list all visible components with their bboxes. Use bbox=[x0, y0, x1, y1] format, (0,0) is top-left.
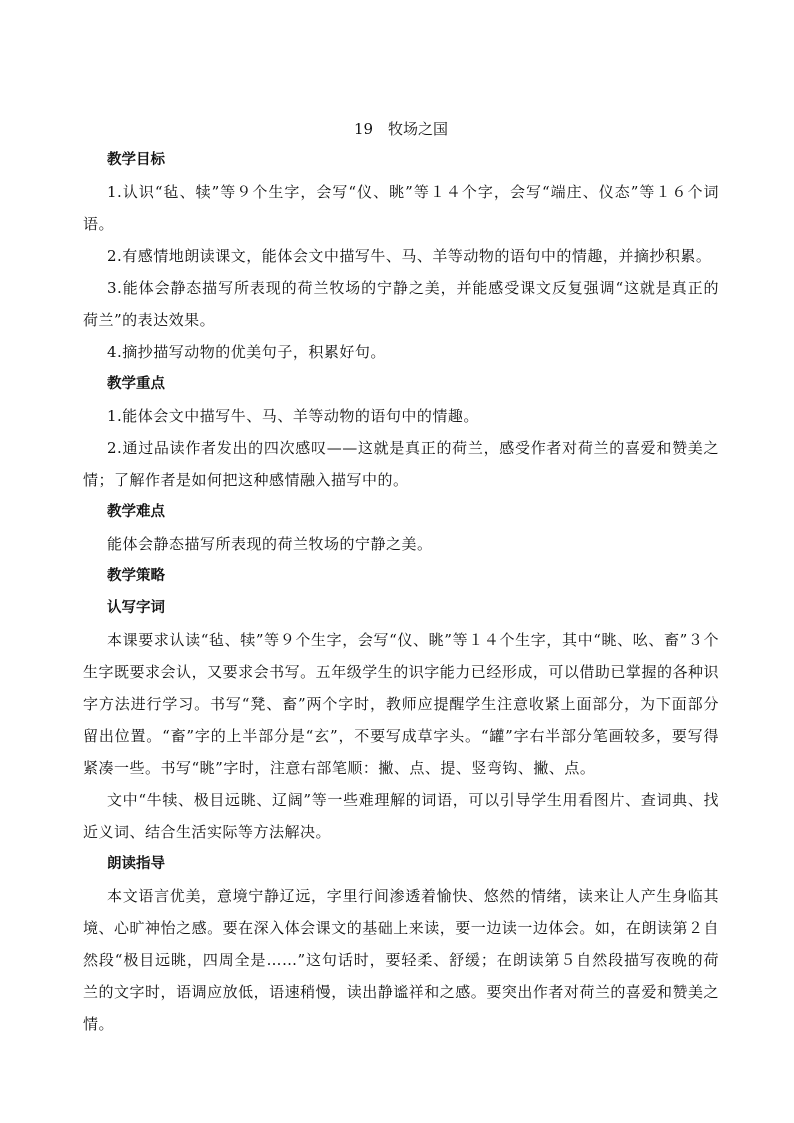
section-heading-difficulty: 教学难点 bbox=[107, 504, 165, 520]
section-heading-reading-guide: 朗读指导 bbox=[107, 856, 165, 872]
paragraph-objective-3: 3.能体会静态描写所表现的荷兰牧场的宁静之美，并能感受课文反复强调“这就是真正的荷兰”的表达效果。 bbox=[83, 279, 719, 329]
section-heading-objectives: 教学目标 bbox=[107, 152, 165, 168]
paragraph-key-point-2: 2.通过品读作者发出的四次感叹——这就是真正的荷兰，感受作者对荷兰的喜爱和赞美之情；了解作者是如何把这种感情融入描写中的。 bbox=[83, 439, 719, 489]
paragraph-objective-4: 4.摘抄描写动物的优美句子，积累好句。 bbox=[107, 343, 386, 361]
paragraph-objective-1: 1.认识“毡、犊”等９个生字，会写“仪、眺”等１４个字，会写“端庄、仪态”等１６个词语。 bbox=[83, 183, 719, 233]
paragraph-vocabulary-1: 本课要求认读“毡、犊”等９个生字，会写“仪、眺”等１４个生字，其中“眺、吆、畜”３个生字既要求会认，又要求会书写。五年级学生的识字能力已经形成，可以借助已掌握的各种识字方法进行学习。书写“凳、畜”两个字时，教师应提醒学生注意收紧上面部分，为下面部分留出位置。“畜”字的上半部分是“玄”，不要写成草字头。“罐”字右半部分笔画较多，要写得紧凑一些。书写“眺”字时，注意右部笔顺：撇、点、提、竖弯钩、撇、点。 bbox=[83, 631, 719, 777]
paragraph-vocabulary-2: 文中“牛犊、极目远眺、辽阔”等一些难理解的词语，可以引导学生用看图片、查词典、找近义词、结合生活实际等方法解决。 bbox=[83, 791, 719, 841]
section-heading-key-points: 教学重点 bbox=[107, 376, 165, 392]
paragraph-difficulty: 能体会静态描写所表现的荷兰牧场的宁静之美。 bbox=[107, 535, 433, 553]
paragraph-key-point-1: 1.能体会文中描写牛、马、羊等动物的语句中的情趣。 bbox=[107, 407, 479, 425]
paragraph-objective-2: 2.有感情地朗读课文，能体会文中描写牛、马、羊等动物的语句中的情趣，并摘抄积累。 bbox=[107, 247, 712, 265]
section-heading-strategy: 教学策略 bbox=[107, 568, 165, 584]
paragraph-reading-guide: 本文语言优美，意境宁静辽远，字里行间渗透着愉快、悠然的情绪，读来让人产生身临其境、心旷神怡之感。要在深入体会课文的基础上来读，要一边读一边体会。如，在朗读第２自然段“极目远眺，四周全是……”这句话时，要轻柔、舒缓；在朗读第５自然段描写夜晚的荷兰的文字时，语调应放低，语速稍慢，读出静谧祥和之感。要突出作者对荷兰的喜爱和赞美之情。 bbox=[83, 887, 719, 1033]
document-body bbox=[83, 118, 719, 1040]
page-title: 19 牧场之国 bbox=[353, 120, 449, 138]
section-heading-vocabulary: 认写字词 bbox=[107, 600, 165, 616]
